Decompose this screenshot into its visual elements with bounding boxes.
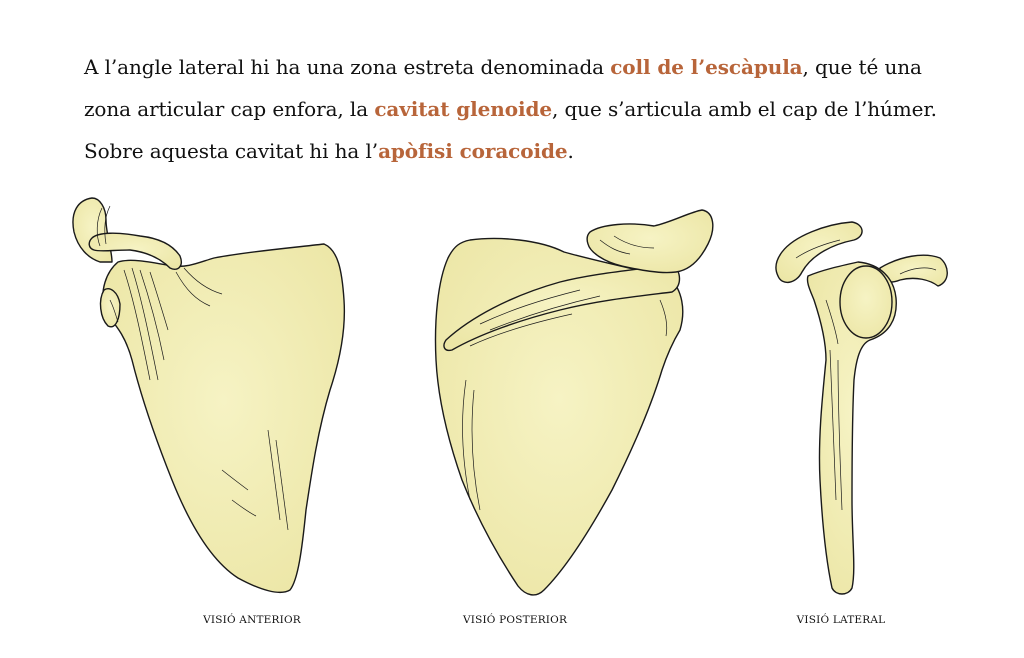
intro-text-2: , que té una zona articular cap enfora, la: [84, 55, 922, 121]
scapula-posterior-view: [436, 210, 713, 595]
caption-anterior: VISIÓ ANTERIOR: [203, 614, 301, 626]
intro-text-3: , que s’articula amb el cap de l’húmer. Sobre aquesta cavitat hi ha l’: [84, 97, 937, 163]
term-apofisi-coracoide: apòfisi coracoide: [378, 139, 568, 163]
anterior-blade: [103, 244, 345, 592]
anterior-glenoid: [101, 289, 120, 327]
scapula-lateral-view: [776, 222, 947, 594]
anterior-acromion: [73, 198, 112, 262]
lateral-glenoid: [840, 266, 892, 338]
caption-lateral: VISIÓ LATERAL: [796, 614, 886, 626]
term-coll-escapula: coll de l’escàpula: [610, 55, 803, 79]
term-cavitat-glenoide: cavitat glenoide: [374, 97, 552, 121]
intro-text-4: .: [567, 139, 574, 163]
intro-text-1: A l’angle lateral hi ha una zona estreta denominada: [84, 55, 611, 79]
scapula-anterior-view: [73, 198, 344, 592]
caption-posterior: VISIÓ POSTERIOR: [462, 614, 568, 626]
